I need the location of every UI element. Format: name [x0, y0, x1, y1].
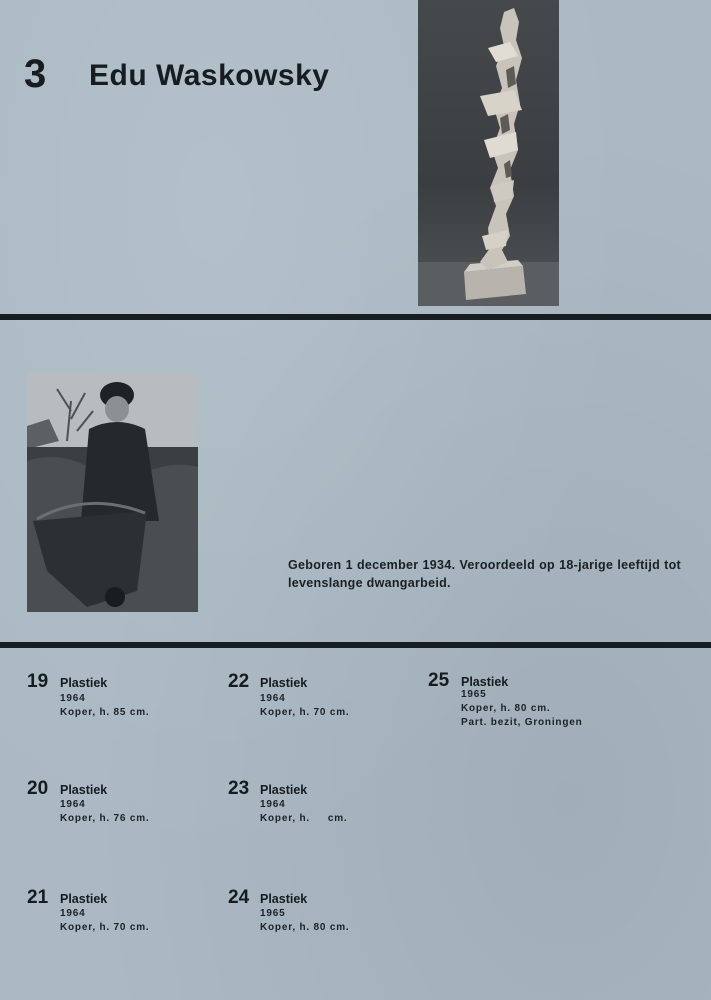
entry-number: 23: [228, 778, 250, 799]
entry-material: Koper, h. 70 cm.: [60, 922, 150, 933]
entry-title: Plastiek: [60, 892, 108, 906]
entry-material: Koper, h. 85 cm.: [60, 707, 150, 718]
entry-year: 1965: [461, 689, 487, 700]
entry-title: Plastiek: [60, 676, 108, 690]
divider-bottom: [0, 642, 711, 648]
artist-name: Edu Waskowsky: [89, 59, 330, 92]
entry-number: 24: [228, 887, 250, 908]
entry-year: 1965: [260, 908, 286, 919]
entry-title: Plastiek: [461, 675, 509, 689]
entry-number: 20: [27, 778, 49, 799]
artist-number: 3: [24, 52, 47, 96]
entry-number: 22: [228, 671, 250, 692]
artist-biography: Geboren 1 december 1934. Veroordeeld op 18-jarige leeftijd tot levenslange dwangarbeid.: [288, 558, 681, 590]
entry-number: 25: [428, 670, 450, 691]
entry-material: Koper, h. 80 cm.: [461, 703, 551, 714]
entry-material: Koper, h. 70 cm.: [260, 707, 350, 718]
divider-top: [0, 314, 711, 320]
entry-year: 1964: [260, 693, 286, 704]
sculpture-photo: [418, 0, 559, 306]
entry-number: 21: [27, 887, 49, 908]
entry-number: 19: [27, 671, 49, 692]
entry-material: Koper, h. 76 cm.: [60, 813, 150, 824]
entry-year: 1964: [60, 908, 86, 919]
sculpture-photo-graphic: [418, 0, 559, 306]
artist-portrait-photo: [27, 371, 198, 612]
entry-title: Plastiek: [260, 783, 308, 797]
entry-year: 1964: [60, 693, 86, 704]
entry-title: Plastiek: [60, 783, 108, 797]
entry-year: 1964: [60, 799, 86, 810]
entry-title: Plastiek: [260, 676, 308, 690]
entry-title: Plastiek: [260, 892, 308, 906]
artist-portrait-graphic: [27, 371, 198, 612]
entry-ownership: Part. bezit, Groningen: [461, 717, 583, 728]
entry-material: Koper, h. cm.: [260, 813, 348, 824]
entry-year: 1964: [260, 799, 286, 810]
entry-material: Koper, h. 80 cm.: [260, 922, 350, 933]
